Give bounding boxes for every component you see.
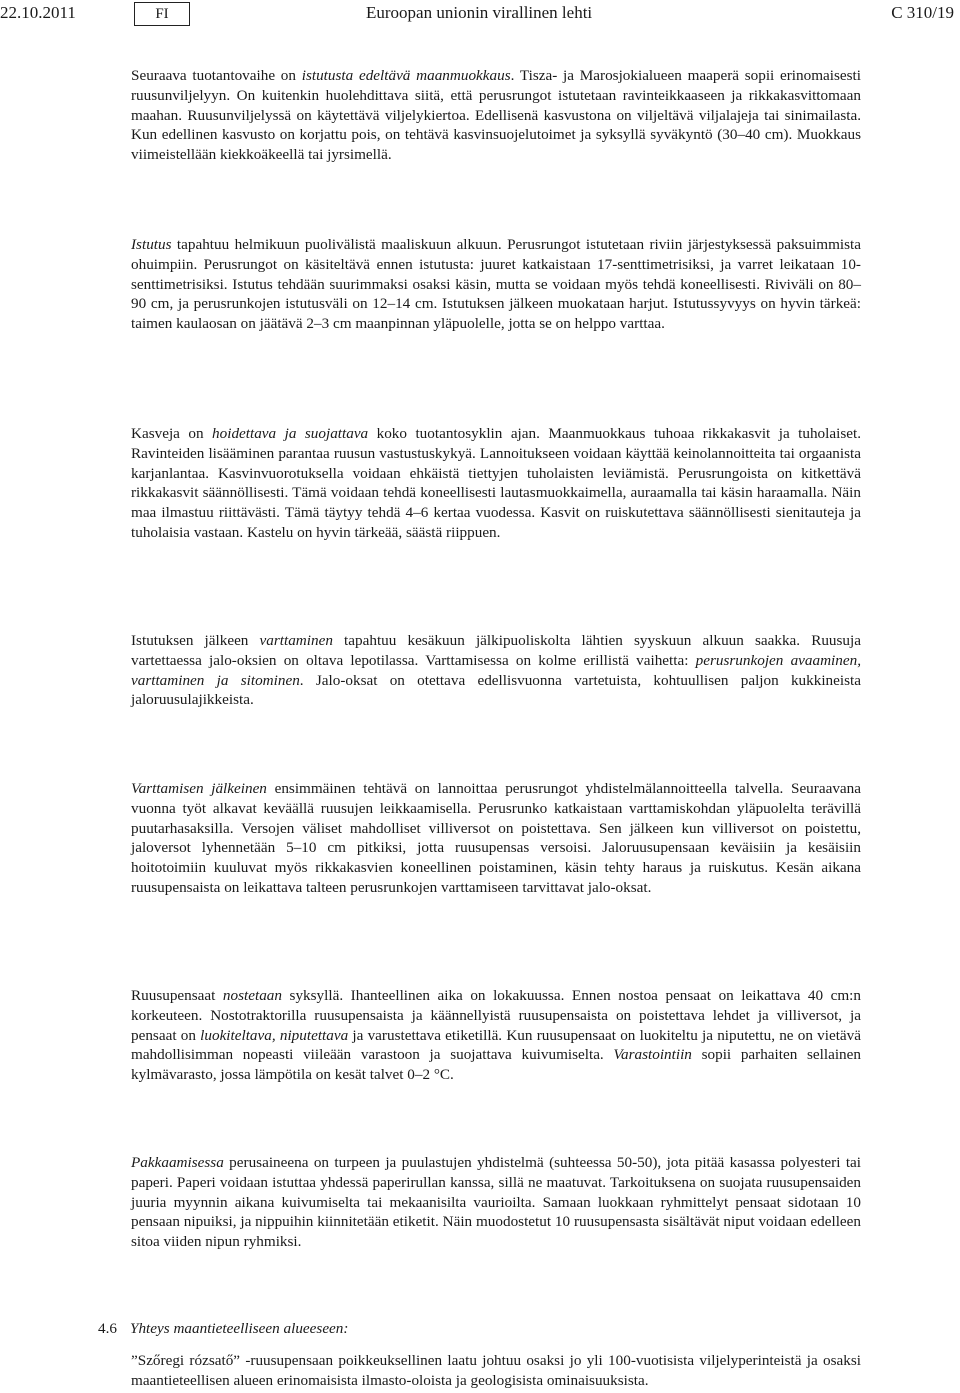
emphasis: luokiteltava, niputettava [200,1026,349,1044]
paragraph-soil-preparation [131,66,861,165]
paragraph-grafting [131,631,861,710]
text: Ruusupensaat [131,987,223,1004]
text: ”Szőregi rózsatő” -ruusupensaan poikkeuksellinen laatu johtuu osaksi jo yli 100-vuotisista viljelyperinteistä ja osaksi maantieteellisen alueen erinomaisista ilmasto-oloista ja geologisista ominaisuuksista. [131,1352,861,1389]
text: . Tisza- ja Marosjokialueen maaperä sopii erinomaisesti ruusunviljelyyn. On kuitenkin huolehdittava siitä, että perusrungot istutetaan ravinteikkaaseen ja rikkakasvittomaan maahan. Ruusunviljelyssä on käytettävä viljelykiertoa. Edellisenä kasvustona on viljeltävä viljalajeja tai sinimailasta. Kun edellinen kasvusto on korjattu pois, on tehtävä kasvinsuojelutoimet ja syksyllä syväkyntö (30–40 cm). Muokkaus viimeistellään kiekkoäkeellä tai jyrsimellä. [131,67,861,164]
paragraph-care [131,424,861,543]
text: . Jalo-oksat on otettava edellisvuonna vartetuista, kohtuullisen paljon kukkineista jaloruusulajikkeista. [131,671,861,709]
section-number: 4.6 [98,1320,117,1337]
section-title: Yhteys maantieteelliseen alueeseen: [130,1320,349,1337]
emphasis: Istutus [131,236,172,253]
emphasis: istutusta edeltävä maanmuokkaus [301,67,511,84]
emphasis: hoidettava ja suojattava [212,425,369,442]
text: perusaineena on turpeen ja puulastujen yhdistelmä (suhteessa 50-50), jota pitää kasassa polyesteri tai paperi. Paperi voidaan istuttaa yhdessä paperirullan kanssa, sillä ne maatuvat. Tarkoituksena on suojata ruusupensaiden juuria myynnin aikana kuivumiselta tai mekaanisilta vaurioilta. Samaan luokkaan ryhmittelyt pensaat sidotaan 10 pensaan nipuiksi, ja nippuihin kiinnitetään etiketit. Näin muodostetut 10 ruusupensasta sisältävät niput voidaan edelleen sitoa viiden nipun ryhmiksi. [131,1154,861,1251]
text: koko tuotantosyklin ajan. Maanmuokkaus tuhoaa rikkakasvit ja tuholaiset. Ravinteiden lisääminen parantaa ruusun vastustuskykyä. Lannoitukseen voidaan käyttää keinolannoitteita tai orgaanista karjanlantaa. Kasvinvuorotuksella voidaan ehkäistä tiettyjen tuholaisten leviämistä. Perusrungoista on kitkettävä rikkakasvit säännöllisesti. Tämä voidaan tehdä koneellisesti lautasmuokkaimella, auraamalla tai käsin haraamalla. Näin maa ilmastuu riittävästi. Tämä täytyy tehdä 4–6 kertaa vuodessa. Kasvit on ruiskutettava säännöllisesti sienitauteja ja tuholaisia vastaan. Kastelu on hyvin tärkeää, säästä riippuen. [131,425,861,541]
text: sopii parhaiten sellainen kylmävarasto, jossa lämpötila on kesät talvet 0–2 °C. [131,1046,861,1084]
publication-date: 22.10.2011 [0,3,76,22]
text: syksyllä. Ihanteellinen aika on lokakuussa. Ennen nostoa pensaat on leikattava 40 cm:n korkeuteen. Nostotraktorilla ruusupensaista ja käännellyistä ruusupensaista on poistettava lehdet ja villiversot, ja pensaat on [131,987,861,1044]
section-heading [98,1320,348,1338]
emphasis: nostetaan [222,987,282,1004]
text: ja varustettava etiketillä. Kun ruusupensaat on luokiteltu ja niputettu, ne on vietävä mahdollisimman nopeasti viileään varastoon ja suojattava kuivumiselta. [131,1026,861,1064]
text: Istutuksen jälkeen [131,632,260,649]
page-number: C 310/19 [891,3,954,22]
paragraph-after-grafting [131,779,861,898]
emphasis: Varttamisen jälkeinen [131,780,267,797]
emphasis: Pakkaamisessa [131,1154,224,1171]
paragraph-geographic-link [131,1351,861,1391]
paragraph-planting [131,235,861,334]
text: tapahtuu helmikuun puolivälistä maaliskuun alkuun. Perusrungot istutetaan riviin järjestyksessä paksuimmista ohuimpiin. Perusrungot on käsiteltävä ennen istutusta: juuret katkaistaan 17-senttimetrisiksi, ja varret leikataan 10-senttimetrisiksi. Istutus tehdään suurimmaksi osaksi käsin, mutta se voidaan myös tehdä koneellisesti. Riviväli on 80–90 cm, ja perusrunkojen istutusväli on 12–14 cm. Istutuksen jälkeen muokataan harjut. Istutussyvyys on hyvin tärkeä: taimen kaulaosan on jäätävä 2–3 cm maanpinnan yläpuolelle, jotta se on helppo varttaa. [131,236,861,333]
journal-title: Euroopan unionin virallinen lehti [366,3,593,22]
language-box: FI [134,2,190,26]
text: Seuraava tuotantovaihe on [131,67,302,84]
text: tapahtuu kesäkuun jälkipuoliskolta lähtien syyskuun alkuun saakka. Ruusuja vartettaessa jalo-oksien on oltava lepotilassa. Varttamisessa on kolme erillistä vaihetta: [131,632,861,669]
emphasis: varttaminen [259,632,333,649]
paragraph-lifting [131,986,861,1085]
paragraph-packaging [131,1153,861,1252]
emphasis: Varastointiin [613,1046,692,1064]
text: ensimmäinen tehtävä on lannoittaa perusrungot yhdistelmälannoitteella talvella. Seuraavana vuonna työt alkavat keväällä ruusujen leikkaamisella. Perusrunko katkaistaan varttamiskohdan yläpuolelta terävillä puutarhasaksilla. Versojen väliset mahdolliset villiversot on poistettava. Sen jälkeen kun villiversot on poistettu, jaloversot lyhennetään 5–10 cm pitkiksi, jotta ruusupensas versoisi. Jaloruusupensaan keväisiin ja kesäisiin hoitotoimiin kuuluvat myös rikkakasvien koneellinen poistaminen, käsin tehty haraus ja ruiskutus. Kesän aikana ruusupensaista on leikattava talteen perusrunkojen varttamiseen tarvittavat jalo-oksat. [131,780,861,896]
page-header [0,0,960,34]
text: Kasveja on [131,425,213,442]
emphasis: perusrunkojen avaaminen, varttaminen ja sitominen [131,651,862,689]
